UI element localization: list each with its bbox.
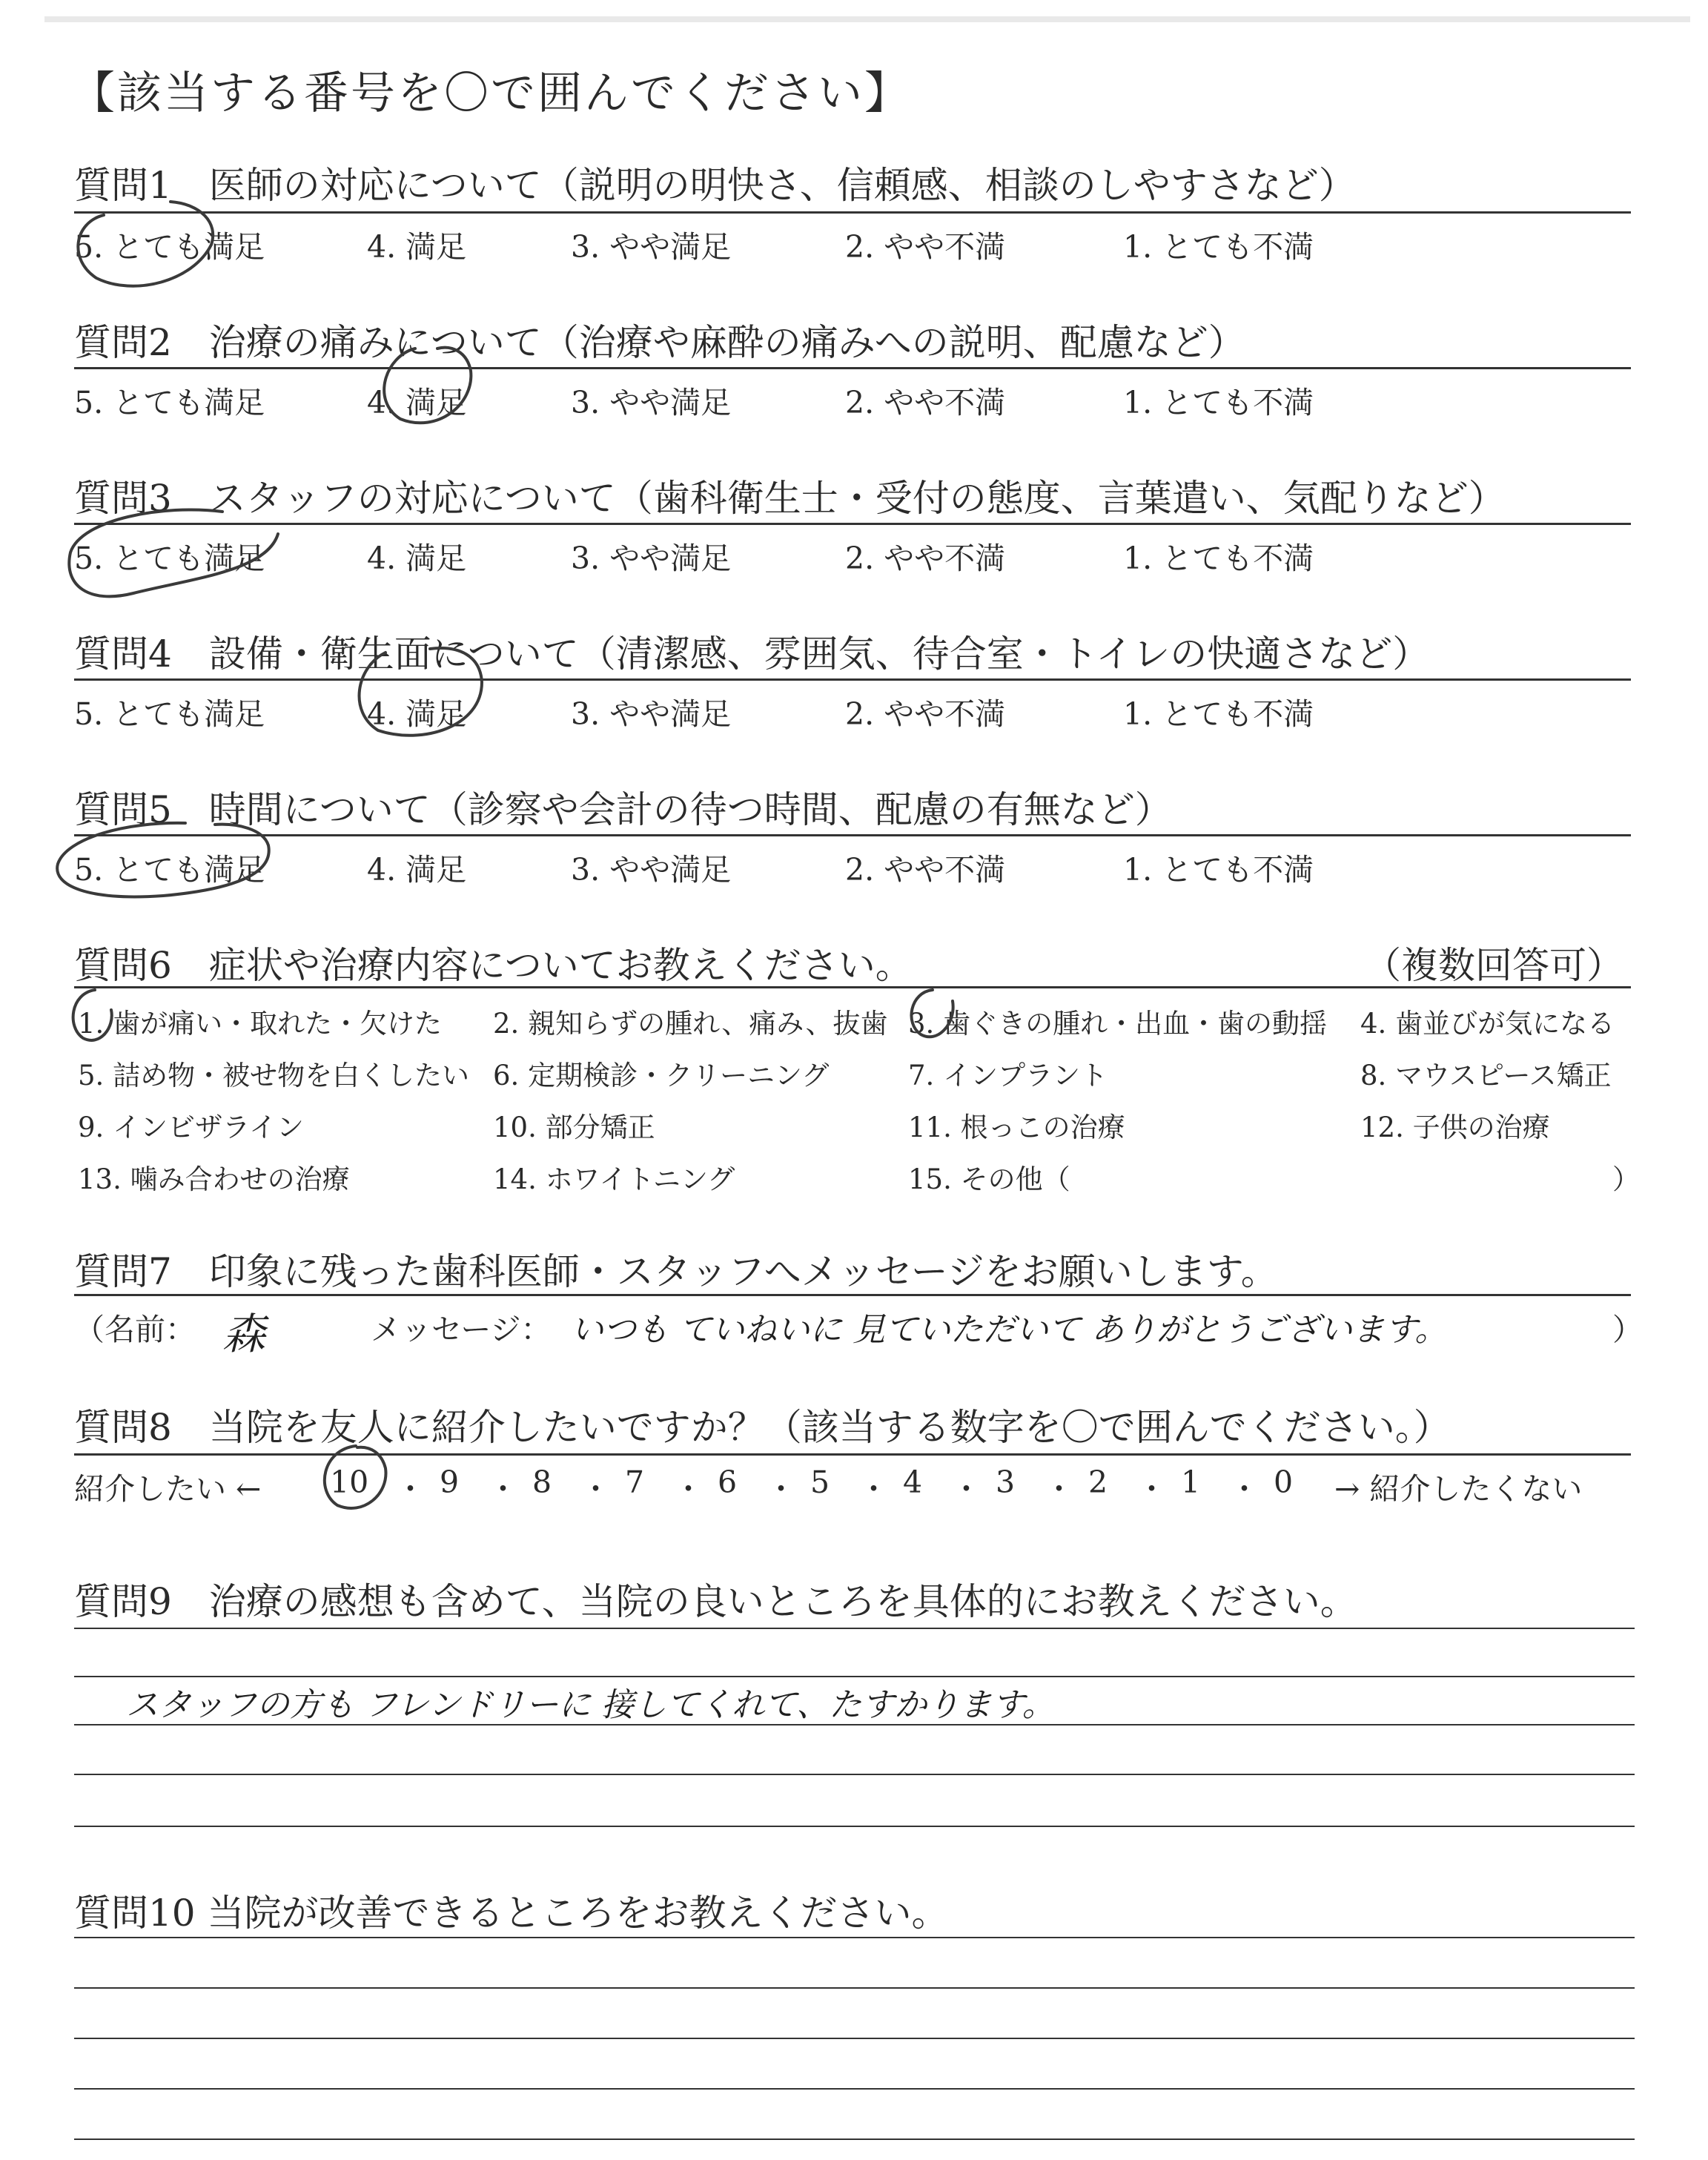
q8-scale-dot: ・ (951, 1471, 982, 1507)
question-5-label: 質問5 時間について（診察や会計の待つ時間、配慮の有無など） (74, 788, 1172, 831)
q7-message-label: メッセージ： (371, 1312, 552, 1347)
q6-option-3[interactable]: 3. 歯ぐきの腫れ・出血・歯の動揺 (908, 1008, 1328, 1040)
q2-option-1[interactable]: 1. とても不満 (1123, 385, 1314, 420)
question-4-rule (74, 678, 1631, 681)
q8-scale-5[interactable]: 5 (810, 1464, 830, 1500)
question-1-label: 質問1 医師の対応について（説明の明快さ、信頼感、相談のしやすさなど） (74, 164, 1356, 207)
q8-scale-dot: ・ (1136, 1471, 1167, 1507)
q8-scale-0[interactable]: 0 (1274, 1464, 1294, 1500)
q2-option-3[interactable]: 3. やや満足 (571, 385, 732, 420)
q6-option-12[interactable]: 12. 子供の治療 (1360, 1112, 1550, 1143)
q8-scale-dot: ・ (766, 1471, 796, 1507)
question-8-rule (74, 1453, 1631, 1456)
q8-scale-2[interactable]: 2 (1088, 1464, 1108, 1500)
question-10-label: 質問10 当院が改善できるところをお教えください。 (74, 1892, 949, 1935)
question-4-label: 質問4 設備・衛生面について（清潔感、雰囲気、待合室・トイレの快適さなど） (74, 633, 1430, 676)
q5-option-4[interactable]: 4. 満足 (367, 852, 467, 888)
question-7-label: 質問7 印象に残った歯科医師・スタッフへメッセージをお願いします。 (74, 1250, 1278, 1293)
question-3-label: 質問3 スタッフの対応について（歯科衛生士・受付の態度、言葉遣い、気配りなど） (74, 477, 1506, 520)
q6-option-10[interactable]: 10. 部分矯正 (493, 1112, 655, 1143)
q8-scale-6[interactable]: 6 (718, 1464, 738, 1500)
q6-option-5[interactable]: 5. 詰め物・被せ物を白くしたい (78, 1060, 470, 1091)
q8-scale-dot: ・ (858, 1471, 889, 1507)
q9-answer-line (74, 1628, 1635, 1629)
q1-option-3[interactable]: 3. やや満足 (571, 229, 732, 265)
q9-answer-line (74, 1826, 1635, 1827)
q5-option-2[interactable]: 2. やや不満 (845, 852, 1006, 888)
q6-option-6[interactable]: 6. 定期検診・クリーニング (493, 1060, 830, 1091)
q7-message-value[interactable]: いつも ていねいに 見ていただいて ありがとうございます。 (571, 1311, 1448, 1349)
q8-scale-1[interactable]: 1 (1181, 1464, 1201, 1500)
q8-scale-dot: ・ (395, 1471, 426, 1507)
q4-option-1[interactable]: 1. とても不満 (1123, 696, 1314, 732)
q5-option-5[interactable]: 5. とても満足 (74, 852, 265, 888)
q5-option-1[interactable]: 1. とても不満 (1123, 852, 1314, 888)
q3-option-2[interactable]: 2. やや不満 (845, 541, 1006, 576)
q6-option-15[interactable]: 15. その他（ (908, 1163, 1070, 1195)
q2-option-5[interactable]: 5. とても満足 (74, 385, 265, 420)
q10-answer-line (74, 2088, 1635, 2090)
q8-scale-dot: ・ (1229, 1471, 1260, 1507)
question-3-rule (74, 523, 1631, 525)
q9-answer-text[interactable]: スタッフの方も フレンドリーに 接してくれて、たすかります。 (126, 1686, 1055, 1724)
q8-scale-dot: ・ (1044, 1471, 1074, 1507)
q7-close-paren: ） (1612, 1312, 1643, 1347)
q8-scale-4[interactable]: 4 (903, 1464, 923, 1500)
question-9-label: 質問9 治療の感想も含めて、当院の良いところを具体的にお教えください。 (74, 1580, 1357, 1623)
question-6-label: 質問6 症状や治療内容についてお教えください。 (74, 944, 913, 987)
q8-scale-7[interactable]: 7 (625, 1464, 645, 1500)
q6-option-8[interactable]: 8. マウスピース矯正 (1360, 1060, 1612, 1091)
q1-option-4[interactable]: 4. 満足 (367, 229, 467, 265)
q4-option-4[interactable]: 4. 満足 (367, 696, 467, 732)
q8-left-label: 紹介したい ← (74, 1471, 262, 1507)
q6-option-15-close: ） (1612, 1163, 1640, 1195)
question-1-rule (74, 211, 1631, 214)
q6-option-2[interactable]: 2. 親知らずの腫れ、痛み、抜歯 (493, 1008, 888, 1040)
q8-scale-dot: ・ (488, 1471, 518, 1507)
q1-option-5[interactable]: 5. とても満足 (74, 229, 265, 265)
q8-scale-3[interactable]: 3 (996, 1464, 1016, 1500)
q4-option-5[interactable]: 5. とても満足 (74, 696, 265, 732)
q1-option-2[interactable]: 2. やや不満 (845, 229, 1006, 265)
q10-answer-line (74, 2138, 1635, 2140)
question-6-note: （複数回答可） (1364, 944, 1623, 987)
q3-option-1[interactable]: 1. とても不満 (1123, 541, 1314, 576)
q7-name-value[interactable]: 森 (222, 1309, 266, 1359)
q6-option-14[interactable]: 14. ホワイトニング (493, 1163, 735, 1195)
question-2-label: 質問2 治療の痛みについて（治療や麻酔の痛みへの説明、配慮など） (74, 321, 1245, 364)
question-2-rule (74, 367, 1631, 369)
q1-option-1[interactable]: 1. とても不満 (1123, 229, 1314, 265)
question-6-rule (74, 986, 1631, 988)
q10-answer-line (74, 2038, 1635, 2039)
q10-answer-line (74, 1937, 1635, 1938)
q8-right-label: → 紹介したくない (1334, 1471, 1583, 1507)
q6-option-7[interactable]: 7. インプラント (908, 1060, 1108, 1091)
q8-scale-dot: ・ (580, 1471, 611, 1507)
q2-option-4[interactable]: 4. 満足 (367, 385, 467, 420)
q3-option-5[interactable]: 5. とても満足 (74, 541, 265, 576)
q8-scale-dot: ・ (673, 1471, 704, 1507)
q4-option-3[interactable]: 3. やや満足 (571, 696, 732, 732)
question-5-rule (74, 834, 1631, 836)
q8-scale-9[interactable]: 9 (440, 1464, 460, 1500)
q3-option-3[interactable]: 3. やや満足 (571, 541, 732, 576)
q2-option-2[interactable]: 2. やや不満 (845, 385, 1006, 420)
q7-name-label: （名前： (74, 1312, 196, 1347)
question-7-rule (74, 1294, 1631, 1296)
scan-top-edge (44, 16, 1690, 22)
q9-answer-line (74, 1676, 1635, 1677)
q5-option-3[interactable]: 3. やや満足 (571, 852, 732, 888)
q3-option-4[interactable]: 4. 満足 (367, 541, 467, 576)
page-title: 【該当する番号を〇で囲んでください】 (70, 67, 911, 119)
q6-option-13[interactable]: 13. 噛み合わせの治療 (78, 1163, 350, 1195)
q4-option-2[interactable]: 2. やや不満 (845, 696, 1006, 732)
q9-answer-line (74, 1774, 1635, 1775)
q6-option-4[interactable]: 4. 歯並びが気になる (1360, 1008, 1615, 1040)
question-8-label: 質問8 当院を友人に紹介したいですか？（該当する数字を〇で囲んでください。） (74, 1406, 1451, 1449)
q8-scale-8[interactable]: 8 (532, 1464, 552, 1500)
q6-option-9[interactable]: 9. インビザライン (78, 1112, 304, 1143)
q6-option-11[interactable]: 11. 根っこの治療 (908, 1112, 1125, 1143)
q8-scale-10[interactable]: 10 (330, 1464, 369, 1500)
q6-option-1[interactable]: 1. 歯が痛い・取れた・欠けた (78, 1008, 443, 1040)
q10-answer-line (74, 1987, 1635, 1989)
